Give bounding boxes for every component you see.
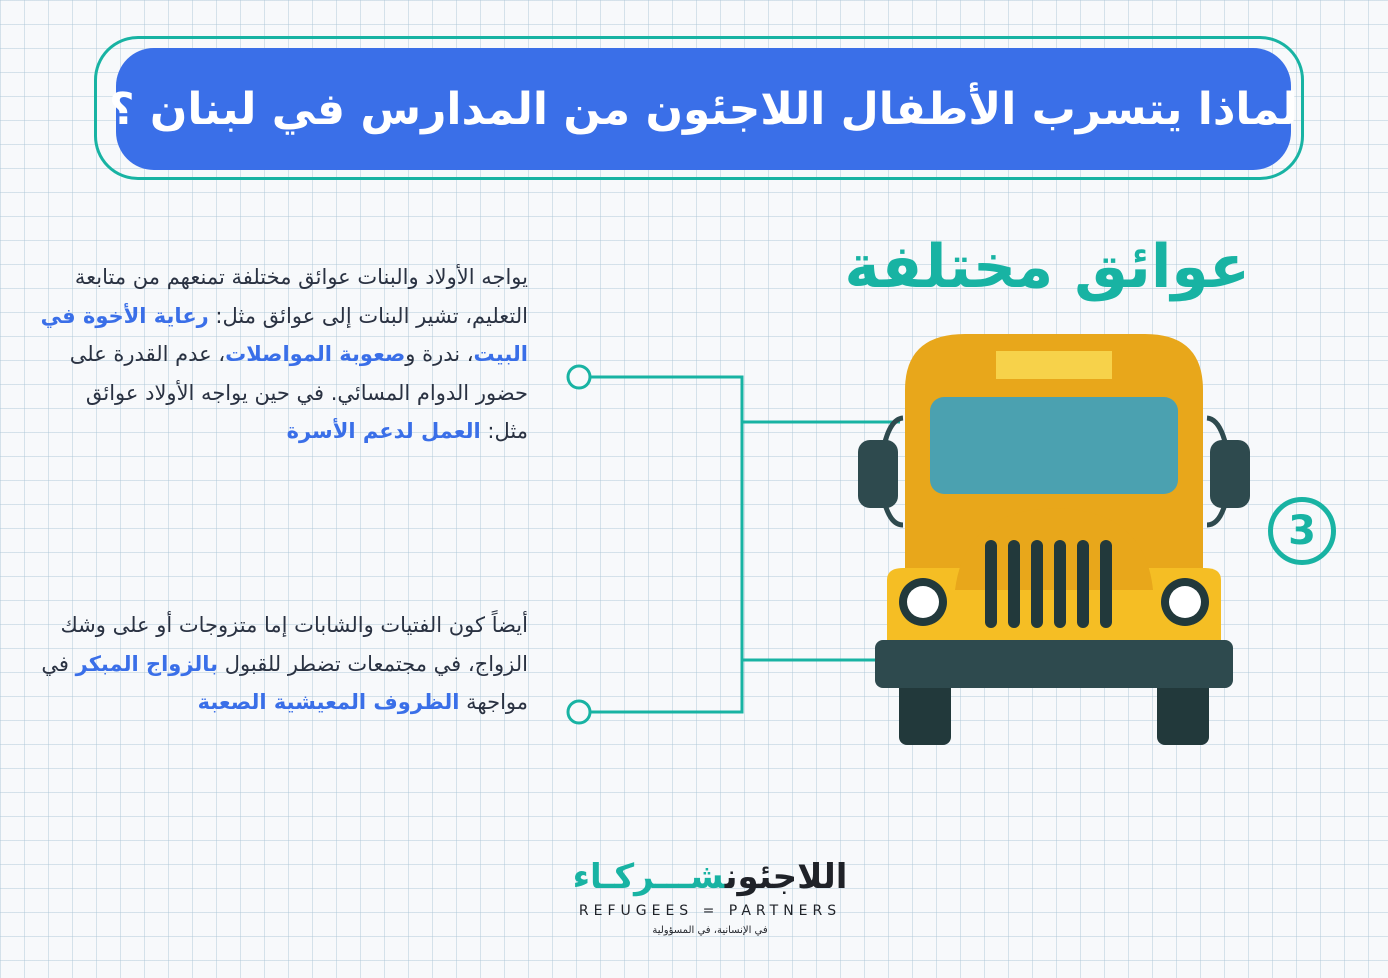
paragraph2-highlight-living-conditions: الظروف المعيشية الصعبة	[197, 690, 460, 714]
paragraph2-text-b: في مواجهة	[41, 651, 528, 714]
paragraph1-highlight-transport: صعوبة المواصلات	[225, 342, 406, 366]
connector-dot-top	[568, 366, 590, 388]
page-title: لماذا يتسرب الأطفال اللاجئون من المدارس في لبنان ؟	[109, 83, 1298, 135]
section-heading: عوائق مختلفة	[844, 232, 1250, 302]
logo-arabic-accent: شـــركـاء	[572, 857, 725, 897]
paragraph1-text-a: يواجه الأولاد والبنات عوائق مختلفة تمنعهم من متابعة التعليم، تشير البنات إلى عوائق مثل:	[74, 265, 528, 328]
paragraph1-text-c: ، عدم القدرة على حضور الدوام المسائي. في حين يواجه الأولاد عوائق مثل:	[69, 342, 528, 443]
logo-tagline: في الإنسانية، في المسؤولية	[652, 925, 768, 936]
paragraph1-highlight-siblings-care: رعاية الأخوة في البيت	[40, 303, 528, 366]
connector-dot-bottom	[568, 701, 590, 723]
school-bus-icon	[855, 330, 1255, 750]
logo-arabic-wordmark	[560, 855, 860, 899]
paragraph1-highlight-family-work: العمل لدعم الأسرة	[286, 419, 481, 443]
logo-english-wordmark: REFUGEES = PARTNERS	[578, 903, 842, 919]
paragraph2-text-a: أيضاً كون الفتيات والشابات إما متزوجات أو على وشك الزواج، في مجتمعات تضطر للقبول	[60, 613, 528, 676]
logo-arabic-main: اللاجئون	[724, 857, 848, 897]
organization-logo	[560, 855, 860, 936]
step-number-badge: 3	[1268, 497, 1336, 565]
paragraph2-highlight-early-marriage: بالزواج المبكر	[75, 651, 219, 676]
paragraph1-text-b: ، ندرة و	[405, 342, 474, 366]
